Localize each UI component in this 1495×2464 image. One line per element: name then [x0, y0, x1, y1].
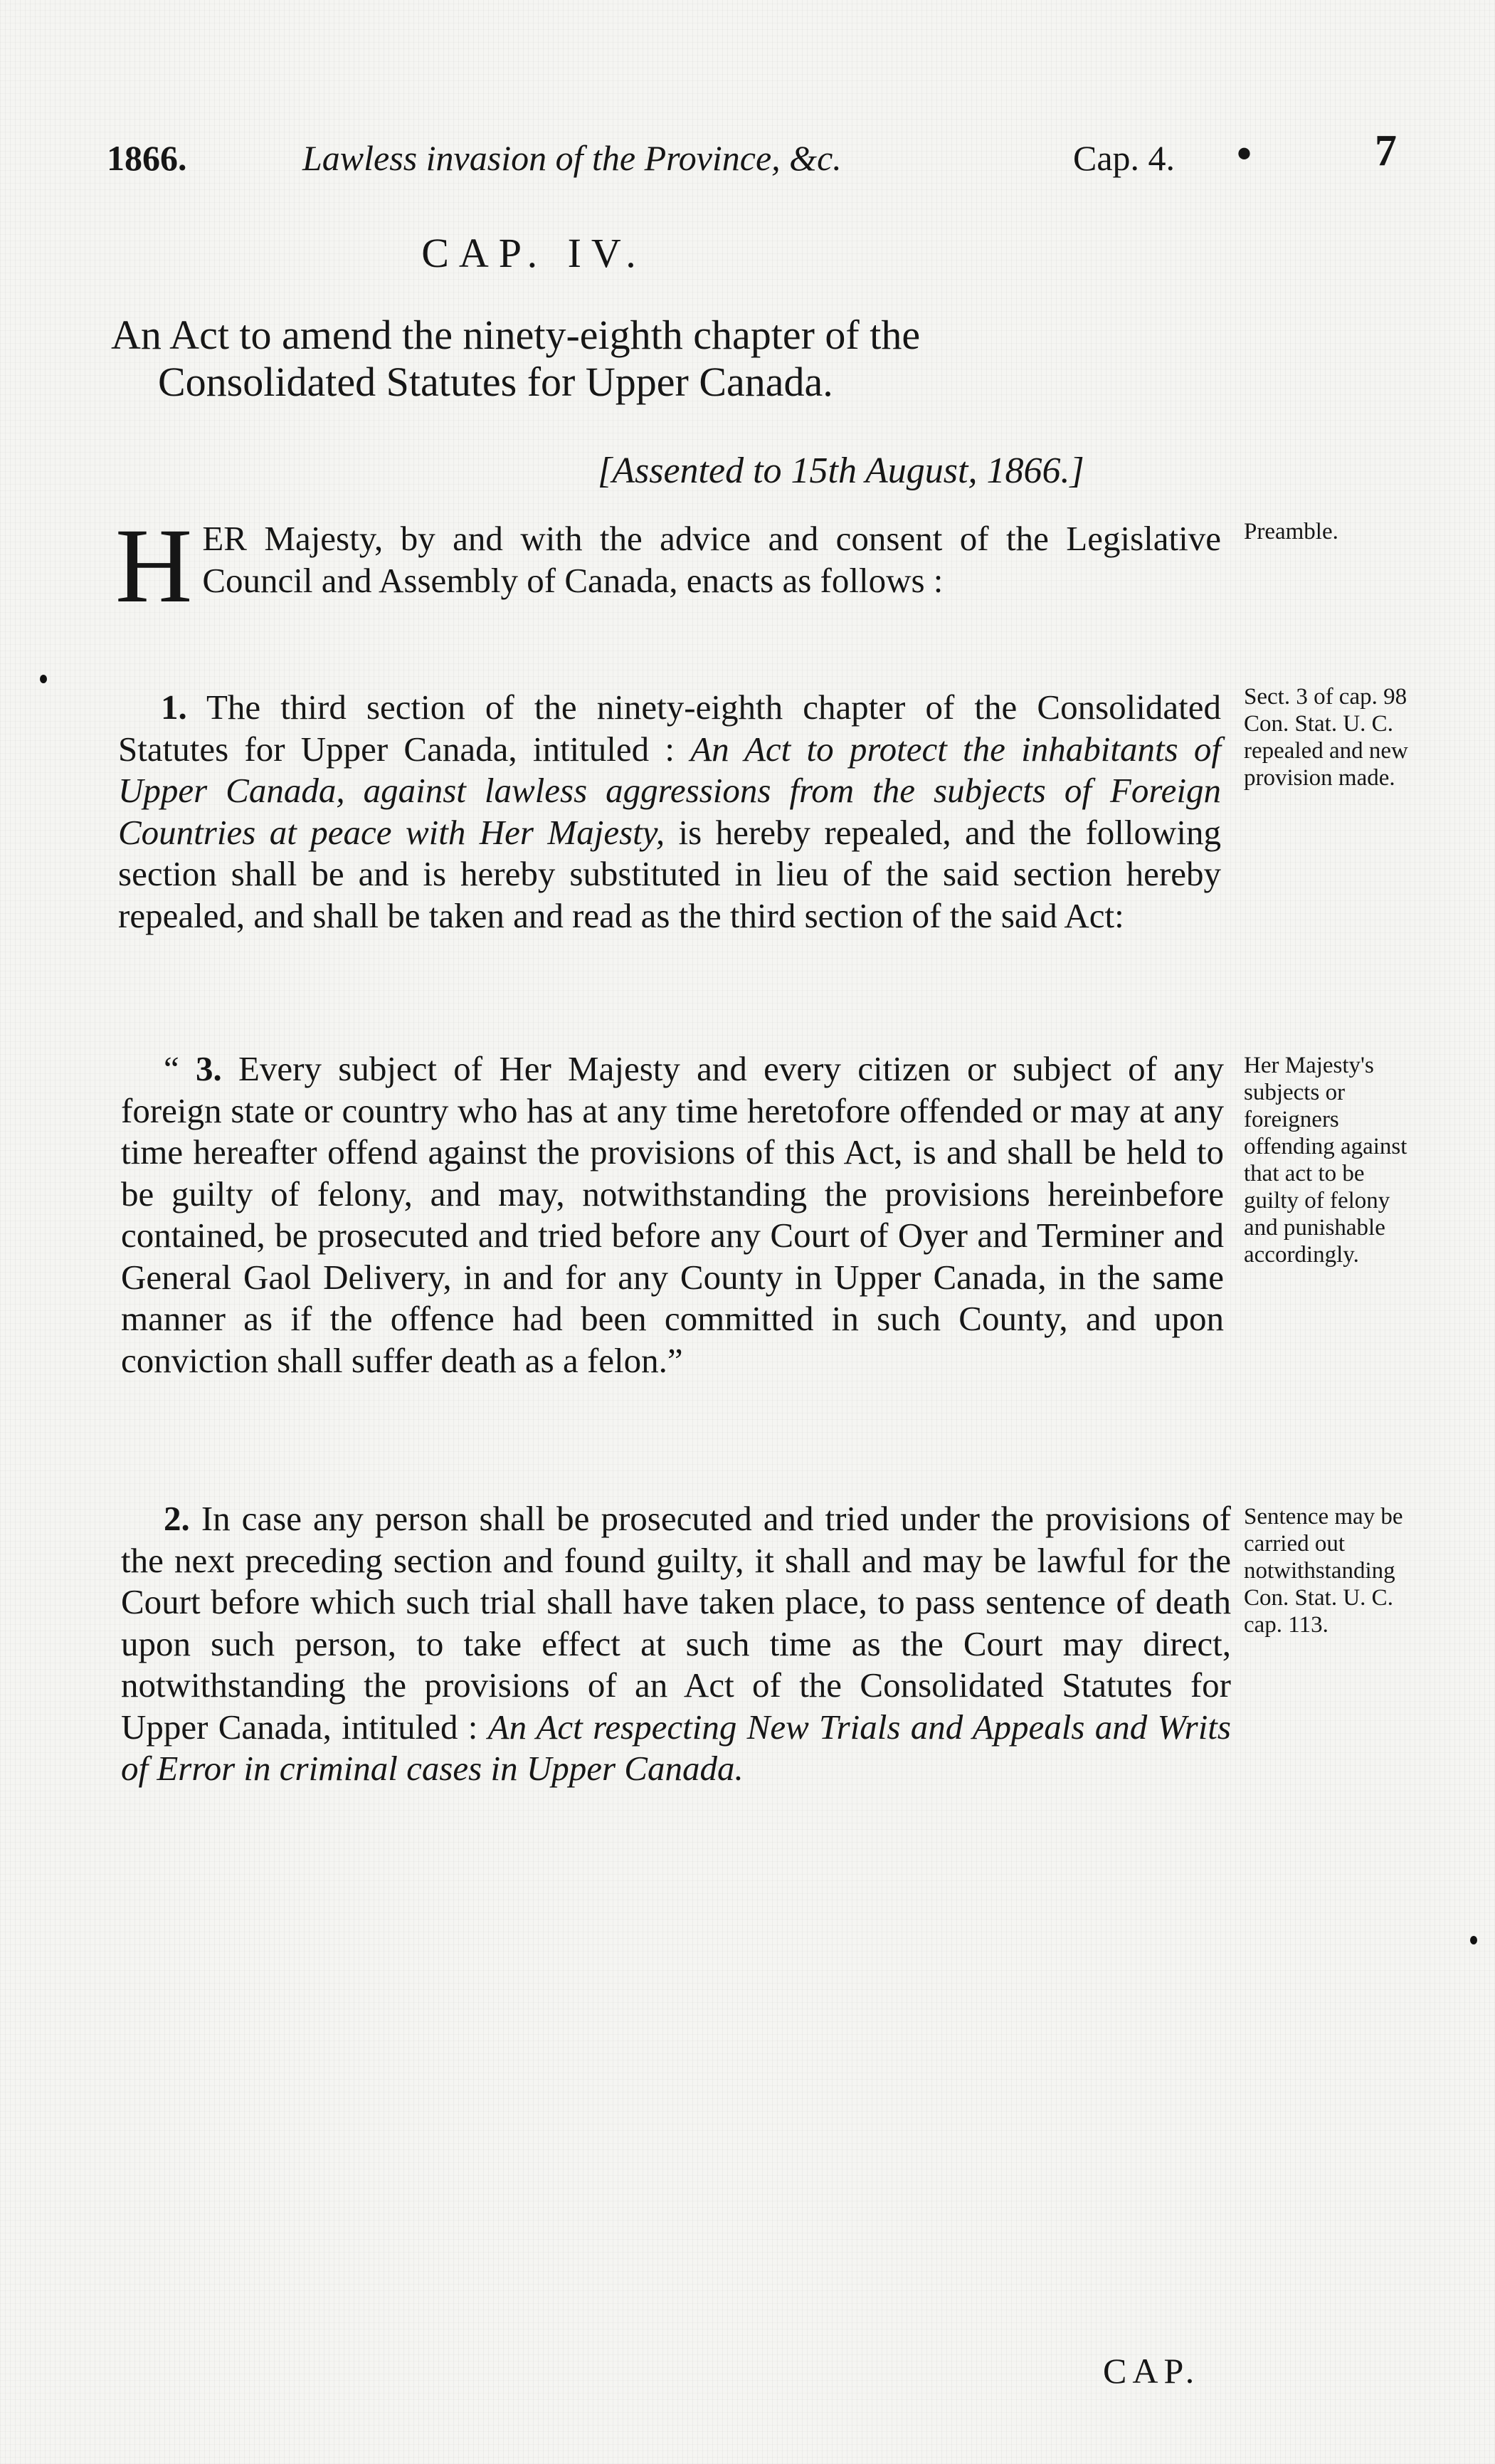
- section-1-text-a: The third section of the ninety-eighth chapter of the Consolidated Statutes for Upper Canada, intituled :: [118, 688, 1221, 769]
- margin-note-preamble: Preamble.: [1244, 519, 1338, 544]
- act-title-line-2: Consolidated Statutes for Upper Canada.: [158, 359, 833, 405]
- ink-speck: [1470, 1936, 1477, 1944]
- section-1-text-b: is hereby repealed, and the following section shall be and is hereby substituted in lieu of the said section hereby repealed, and shall be taken and read as the third section of the said Act:: [118, 812, 1222, 935]
- header-bullet: •: [1237, 130, 1252, 177]
- margin-note-section-1: Sect. 3 of cap. 98 Con. Stat. U. C. repealed and new provision made.: [1244, 684, 1408, 791]
- preamble: [115, 507, 1221, 625]
- open-quote: “: [164, 1049, 179, 1088]
- margin-note-section-2: Sentence may be carried out notwithstanding Con. Stat. U. C. cap. 113.: [1244, 1504, 1403, 1638]
- section-1-number: 1.: [161, 688, 187, 727]
- header-chapter: Cap. 4.: [1073, 138, 1176, 178]
- ink-speck: [40, 675, 47, 683]
- section-2-italic-title: An Act respecting New Trials and Appeals and Writs of Error in criminal cases in Upper Canada.: [121, 1707, 1231, 1788]
- section-2-number: 2.: [164, 1499, 190, 1538]
- section-2-text-a: In case any person shall be prosecuted and tried under the provisions of the next preceding section and found guilty, it shall and may be lawful for the Court before which such trial shall have taken place, to pass sentence of death upon such person, to take effect at such time as the Court may direct, notwithstanding the provisions of an Act of the Consolidated Statutes for Upper Canada, intituled :: [121, 1499, 1232, 1747]
- assent-text: [Assented to 15th August, 1866.]: [598, 451, 1084, 491]
- drop-cap: H: [115, 507, 193, 625]
- chapter-heading: CAP. IV.: [421, 230, 646, 276]
- section-3-number: 3.: [196, 1049, 222, 1088]
- act-title: [111, 312, 1210, 406]
- section-3-text: Every subject of Her Majesty and every citizen or subject of any foreign state or country who has at any time heretofore offended or may at any time hereafter offend against the provisions of this Act, is and shall be held to be guilty of felony, and may, notwithstanding the provisions hereinbefore contained, be prosecuted and tried before any Court of Oyer and Terminer and General Gaol Delivery, in and for any County in Upper Canada, in the same manner as if the offence had been committed in such County, and upon conviction shall suffer death as a felon.”: [121, 1049, 1224, 1380]
- header-running-title: Lawless invasion of the Province, &c.: [302, 138, 842, 178]
- section-2: [121, 1498, 1231, 1790]
- header-year: 1866.: [107, 138, 187, 178]
- act-title-line-1: An Act to amend the ninety-eighth chapter of the: [111, 312, 921, 358]
- assent-line: [598, 450, 1084, 492]
- catchword: CAP.: [1103, 2351, 1200, 2391]
- section-3-quoted: [121, 1048, 1224, 1381]
- section-1-italic-title: An Act to protect the inhabitants of Upper Canada, against lawless aggressions from the subjects of Foreign Countries at peace with Her Majesty,: [118, 729, 1221, 852]
- page-number: 7: [1375, 127, 1397, 175]
- section-1: [118, 687, 1221, 937]
- preamble-text: ER Majesty, by and with the advice and consent of the Legislative Council and Assembly of Canada, enacts as follows :: [202, 519, 1221, 600]
- margin-note-section-3: Her Majesty's subjects or foreigners offending against that act to be guilty of felony and punishable accordingly.: [1244, 1053, 1407, 1268]
